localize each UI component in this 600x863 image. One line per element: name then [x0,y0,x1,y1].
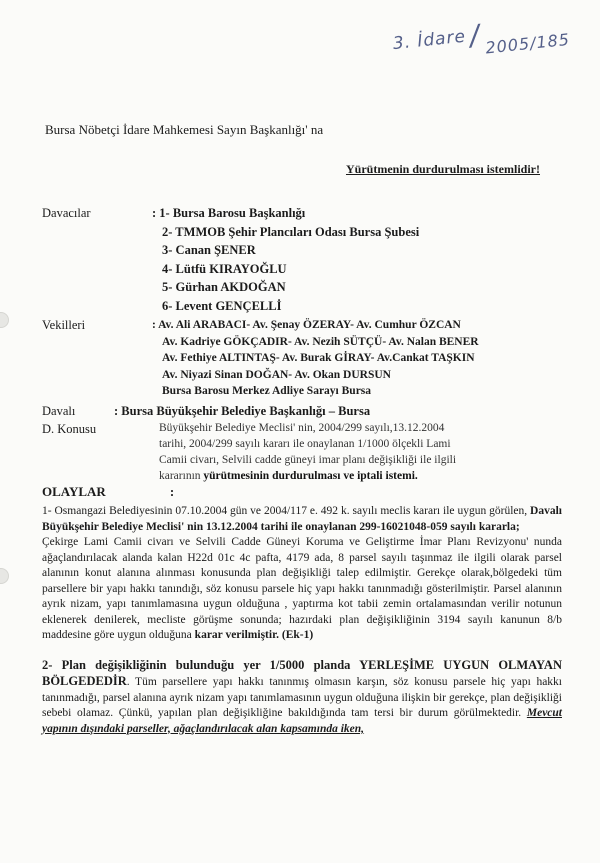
handwritten-ref: 2005/185 [484,29,571,58]
section-heading [42,484,174,500]
paragraph-1 [42,504,562,535]
section-colon: : [169,484,175,499]
plaintiffs-label: Davacılar [42,206,91,220]
subject-line: Büyükşehir Belediye Meclisi' nin, 2004/299 sayılı,13.12.2004 [159,422,445,434]
plaintiff-item: 4- Lütfü KIRAYOĞLU [162,261,287,276]
defendant-label: Davalı [42,403,76,418]
subject-line: tarihi, 2004/299 sayılı kararı ile onaylanan 1/1000 ölçekli Lami [159,438,451,450]
plaintiff-item: 3- Canan ŞENER [162,243,256,257]
parties-section [42,204,562,484]
paragraph-2 [42,535,562,644]
section-title: OLAYLAR [42,484,106,499]
defendant-value: : Bursa Büyükşehir Belediye Başkanlığı – Bursa [114,403,371,418]
para3-text: . Tüm parsellere yapı hakkı tanınmış olmasın karşın, söz konusu parsele hiç yapı hakkı tanınmadığı, parsel alanına ayrık nizam yapı tanımlamasının uygun olduğuna ilişkin bir gerekçe, plan değişikliği sebebi olamaz. Çünkü, yapılan plan değişikliğine bakıldığında tam tersi bir durum görülmektedir. [42,676,562,719]
plaintiff-item: 6- Levent GENÇELLİ [162,298,282,313]
subject-line: Camii civarı, Selvili cadde güneyi imar planı değişikliği ile ilgili [159,454,457,466]
plaintiffs-list [152,204,562,315]
subject-line-last [159,468,562,484]
attorney-address: Bursa Barosu Merkez Adliye Sarayı Bursa [162,385,372,397]
para2-text: Çekirge Lami Camii civarı ve Selvili Cadde Güneyi Koruma ve Geliştirme İmar Planı Revizyonu' nunda ağaçlandırılacak alanda kalan H22d 01c 4c pafta, 4179 ada, 8 parsel sayılı taşınmaz ile ilgili olarak parsel alanının konut alanına alınması konusunda plan değişikliği talep edilmiştir. Gerekçe olarak,bölgedeki tüm parsellere bir yapı hakkı tanındığı, söz konusu parsele hiç yapı hakkı tanınmadığı gösterilmiştir. Parsel alanının ayrık nizam, yapı tanımlamasına uygun olduğuna , yaptırma kot tabii zemin ortalamasından verilir notunun eklenerek denilerek, mecliste görüşme sonunda; hazırdaki plan değişikliğinin 3194 sayılı kanunun 8/b maddesine göre uygun olduğuna [42,536,562,641]
attorney-line: : Av. Ali ARABACI- Av. Şenay ÖZERAY- Av. Cumhur ÖZCAN [152,319,461,331]
defendant-block [42,402,562,421]
attorneys-list [152,317,562,400]
handwritten-dept: 3. İdare [391,26,467,55]
subject-plain: kararının [159,470,204,482]
handwritten-case-number: 3. İdare/ 2005/185 [391,18,571,58]
para3-emphasis: Mevcut yapının dışındaki parseller, ağaçlandırılacak alan kapsamında iken, [42,707,562,735]
plaintiffs-block [42,204,562,315]
punch-hole [0,568,9,584]
addressee: Bursa Nöbetçi İdare Mahkemesi Sayın Başkanlığı' na [45,122,324,137]
plaintiff-item: : 1- Bursa Barosu Başkanlığı [152,206,306,220]
para1-bold: Davalı Büyükşehir Belediye Meclisi' nin 13.12.2004 tarihi ile onaylanan 299-16021048-059 sayılı kararla; [42,505,562,533]
subject-bold: yürütmesinin durdurulması ve iptali istemi. [203,470,418,482]
plaintiff-item: 2- TMMOB Şehir Plancıları Odası Bursa Şubesi [162,224,420,239]
subject-text [114,420,562,484]
subject-block [42,420,562,484]
request-note: Yürütmenin durdurulması istemlidir! [345,162,540,176]
punch-hole [0,312,9,328]
para2-bold: karar verilmiştir. (Ek-1) [194,629,314,641]
facts-body [42,504,562,737]
attorney-line: Av. Niyazi Sinan DOĞAN- Av. Okan DURSUN [162,368,391,381]
paragraph-3 [42,658,562,738]
subject-label: D. Konusu [42,422,97,436]
attorneys-block [42,317,562,400]
para1-text: 1- Osmangazi Belediyesinin 07.10.2004 gün ve 2004/117 e. 492 k. sayılı meclis kararı ile uygun görülen, [42,505,531,517]
attorneys-label: Vekilleri [42,318,86,332]
attorney-line: Av. Fethiye ALTINTAŞ- Av. Burak GİRAY- Av.Cankat TAŞKIN [162,352,475,364]
para3-heading: 2- Plan değişikliğinin bulunduğu yer 1/5000 planda YERLEŞİME UYGUN OLMAYAN BÖLGEDEDİR [42,657,562,688]
plaintiff-item: 5- Gürhan AKDOĞAN [162,280,286,294]
attorney-line: Av. Kadriye GÖKÇADIR- Av. Nezih SÜTÇÜ- Av. Nalan BENER [162,335,479,348]
